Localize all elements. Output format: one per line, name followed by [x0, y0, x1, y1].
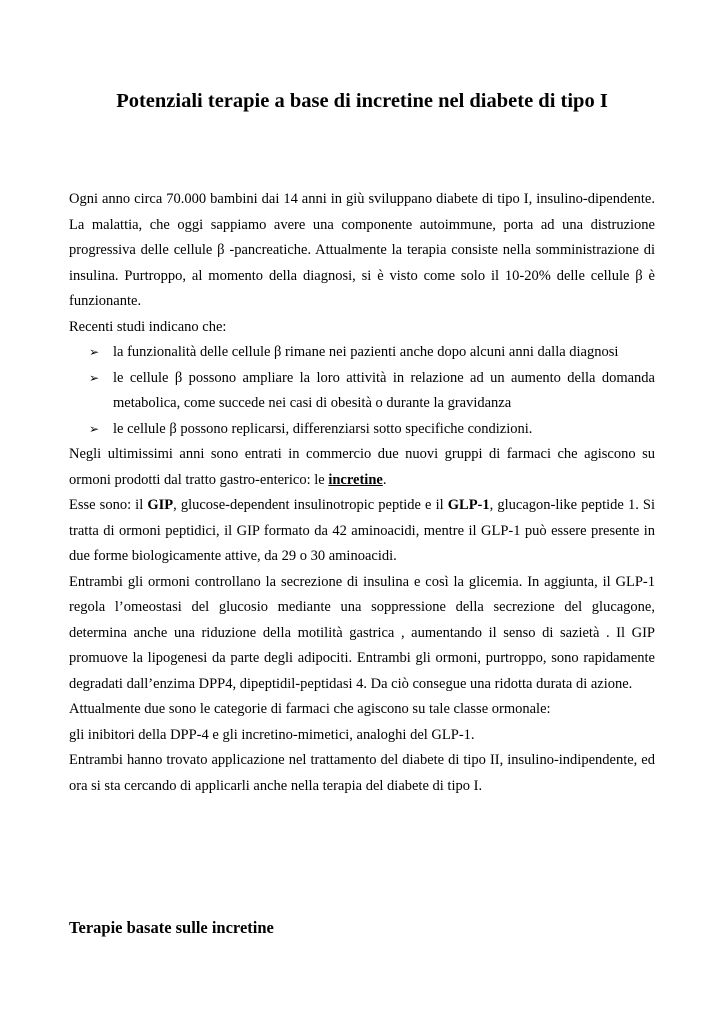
- arrow-bullet-icon: ➢: [89, 370, 100, 385]
- incretins-intro: Negli ultimissimi anni sono entrati in commercio due nuovi gruppi di farmaci che agiscono su ormoni prodotti dal tratto gastro-enterico: le: [69, 446, 655, 488]
- arrow-bullet-icon: ➢: [89, 345, 100, 359]
- intro-paragraph: Ogni anno circa 70.000 bambini dai 14 anni in giù sviluppano diabete di tipo I, insulino-dipendente. La malattia, che oggi sappiamo avere una componente autoimmune, porta ad una distruzione progressiva delle cellule β -pancreatiche. Attualmente la terapia consiste nella somministrazione di insulina. Purtroppo, al momento della diagnosi, si è visto come solo il 10-20% delle cellule β è funzionante.: [69, 191, 655, 309]
- glp-term: GLP-1: [447, 497, 490, 513]
- gip-paragraph: [69, 493, 655, 570]
- document-title: Potenziali terapie a base di incretine nel diabete di tipo I: [116, 90, 608, 112]
- categories-line: Attualmente due sono le categorie di farmaci che agiscono su tale classe ormonale:: [69, 701, 551, 717]
- list-item: [69, 366, 655, 417]
- list-item-text: le cellule β possono ampliare la loro attività in relazione ad un aumento della domanda metabolica, come succede nei casi di obesità o durante la gravidanza: [113, 369, 655, 411]
- application-paragraph: Entrambi hanno trovato applicazione nel trattamento del diabete di tipo II, insulino-indipendente, ed ora si sta cercando di applicarli anche nella terapia del diabete di tipo I.: [69, 752, 655, 794]
- arrow-bullet-icon: ➢: [89, 421, 100, 436]
- list-item: [69, 417, 655, 443]
- gip-prefix: Esse sono: il: [69, 497, 148, 513]
- document-body: [69, 187, 655, 799]
- studies-lead: Recenti studi indicano che:: [69, 318, 227, 335]
- list-item-text: la funzionalità delle cellule β rimane nei pazienti anche dopo alcuni anni dalla diagnosi: [113, 344, 619, 360]
- list-item: [69, 340, 655, 366]
- list-item-text: le cellule β possono replicarsi, differenziarsi sotto specifiche condizioni.: [113, 420, 533, 437]
- incretins-end: .: [382, 471, 387, 488]
- gip-suffix: , glucagon-like peptide 1. Si tratta di ormoni peptidici, il GIP formato da 42 aminoacidi, mentre il GLP-1 può essere presente in due forme biologicamente attive, da 29 o 30 aminoacidi.: [69, 497, 656, 564]
- gip-mid: , glucose-dependent insulinotropic peptide e il: [173, 497, 448, 513]
- findings-list: [69, 340, 655, 442]
- inhibitors-line: gli inibitori della DPP-4 e gli incretino-mimetici, analoghi del GLP-1.: [69, 726, 475, 743]
- gip-term: GIP: [147, 497, 174, 513]
- hormones-paragraph: Entrambi gli ormoni controllano la secrezione di insulina e così la glicemia. In aggiunta, il GLP-1 regola l’omeostasi del glucosio mediante una soppressione della secrezione del glucagone, determina anche una riduzione della motilità gastrica , aumentando il senso di sazietà . Il GIP promuove la lipogenesi da parte degli adipociti. Entrambi gli ormoni, purtroppo, sono rapidamente degradati dall’enzima DPP4, dipeptidil-peptidasi 4. Da ciò consegue una ridotta durata di azione.: [69, 573, 655, 692]
- incretins-term: incretine: [328, 471, 383, 488]
- section-heading: Terapie basate sulle incretine: [69, 918, 274, 937]
- incretins-paragraph: [69, 442, 655, 493]
